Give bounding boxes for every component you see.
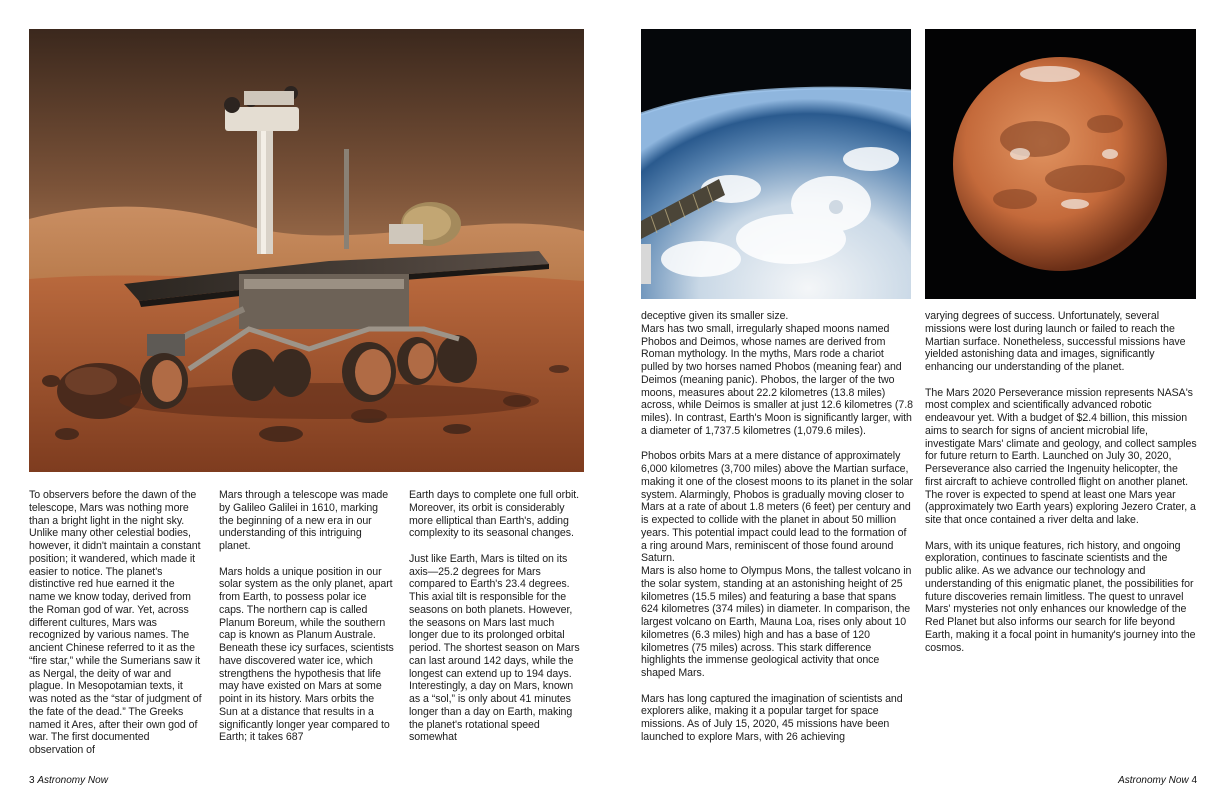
- page-footer-right: [1118, 775, 1197, 787]
- paragraph: Earth days to complete one full orbit. Moreover, its orbit is considerably more elliptical than Earth's, adding complexity to its seasonal changes.: [409, 489, 580, 540]
- text-column-1: [29, 489, 203, 757]
- left-page: [0, 0, 612, 794]
- text-column-3: [409, 489, 585, 744]
- page-footer-left: [29, 775, 108, 787]
- paragraph: deceptive given its smaller size.: [641, 310, 789, 322]
- earth-from-orbit-image: [641, 29, 911, 299]
- paragraph: Mars has long captured the imagination of scientists and explorers alike, making it a popular target for space missions. As of July 15, 2020, 45 missions have been launched to explore Mars, with 26 achieving: [641, 692, 903, 743]
- paragraph: Mars, with its unique features, rich history, and ongoing exploration, continues to fascinate scientists and the public alike. As we advance our technology and understanding of this enigmatic planet, the possibilities for future discoveries remain limitless. The quest to unravel Mars' mysteries not only enhances our knowledge of the Red Planet but also informs our search for life beyond Earth, making it a focal point in humanity's journey into the cosmos.: [925, 539, 1196, 654]
- paragraph: Just like Earth, Mars is tilted on its axis—25.2 degrees for Mars compared to Earth's 23.4 degrees. This axial tilt is responsible for the seasons on both planets. However, the seasons on Mars last much longer due to its prolonged orbital period. The shortest season on Mars can last around 142 days, while the longest can extend up to 194 days. Interestingly, a day on Mars, known as a “sol,” is only about 41 minutes longer than a day on Earth, making the planet's rotational speed somewhat: [409, 552, 580, 744]
- paragraph: Mars through a telescope was made by Galileo Galilei in 1610, marking the beginning of a new era in our understanding of this intriguing planet.: [219, 489, 389, 552]
- paragraph: Mars is also home to Olympus Mons, the tallest volcano in the solar system, standing at an astonishing height of 25 kilometres (15.5 miles) and featuring a base that spans 624 kilometres (374 miles) in diameter. In comparison, the largest volcano on Earth, Mauna Loa, rises only about 10 kilometres (6.3 miles) high and has a base of 120 kilometres (75 miles) across. This stark difference highlights the immense geological activity that once shaped Mars.: [641, 565, 912, 679]
- text-column-5: [925, 310, 1197, 654]
- mars-rover-image: [29, 29, 584, 472]
- publication-name: Astronomy Now: [1118, 775, 1189, 786]
- page-number: 4: [1191, 775, 1197, 786]
- text-column-2: [219, 489, 394, 744]
- mars-planet-image: [925, 29, 1196, 299]
- paragraph: varying degrees of success. Unfortunately, several missions were lost during launch or failed to reach the Martian surface. Nonetheless, successful missions have yielded astonishing data and images, significantly enhancing our understanding of the planet.: [925, 310, 1186, 373]
- text-column-4: [641, 310, 913, 744]
- publication-name: Astronomy Now: [37, 775, 108, 786]
- right-page: [612, 0, 1225, 794]
- paragraph: Mars has two small, irregularly shaped moons named Phobos and Deimos, whose names are derived from Roman mythology. In the myths, Mars rode a chariot pulled by two horses named Phobos (meaning fear) and Deimos (meaning panic). Phobos, the larger of the two moons, measures about 22.2 kilometres (13.8 miles) across, while Deimos is smaller at just 12.6 kilometres (7.8 miles). In contrast, Earth's Moon is significantly larger, with a diameter of 1,737.5 kilometres (1,079.6 miles).: [641, 322, 913, 437]
- paragraph: Phobos orbits Mars at a mere distance of approximately 6,000 kilometres (3,700 miles) above the Martian surface, making it one of the closest moons to its planet in the solar system. Alarmingly, Phobos is gradually moving closer to Mars at a rate of about 1.8 meters (6 feet) per century and is expected to collide with the planet in about 50 million years. This potential impact could lead to the formation of a ring around Mars, reminiscent of those found around Saturn.: [641, 450, 913, 565]
- page-number: 3: [29, 775, 35, 786]
- paragraph: To observers before the dawn of the telescope, Mars was nothing more than a bright light in the night sky. Unlike many other celestial bodies, however, it didn't maintain a constant position; it wandered, which made it easier to notice. The planet's distinctive red hue earned it the name we know today, derived from the Roman god of war. Yet, across different cultures, Mars was recognized by various names. The ancient Chinese referred to it as the “fire star,” while the Sumerians saw it as Nergal, the deity of war and plague. In Mesopotamian texts, it was noted as the “star of judgment of the fate of the dead.” The Greeks named it Ares, after their own god of war. The first documented observation of: [29, 489, 202, 756]
- paragraph: The Mars 2020 Perseverance mission represents NASA's most complex and scientifically advanced robotic endeavour yet. With a budget of $2.4 billion, this mission aims to search for signs of ancient microbial life, investigate Mars' climate and geology, and collect samples for future return to Earth. Launched on July 30, 2020, Perseverance also carried the Ingenuity helicopter, the first aircraft to achieve controlled flight on another planet. The rover is expected to spend at least one Mars year (approximately two Earth years) exploring Jezero Crater, a site that once contained a river delta and lake.: [925, 386, 1197, 526]
- paragraph: Mars holds a unique position in our solar system as the only planet, apart from Earth, to possess polar ice caps. The northern cap is called Planum Boreum, while the southern cap is known as Planum Australe. Beneath these icy surfaces, scientists have discovered water ice, which strengthens the hypothesis that life may have existed on Mars at some point in its history. Mars orbits the Sun at a distance that results in a significantly longer year compared to Earth; it takes 687: [219, 565, 394, 744]
